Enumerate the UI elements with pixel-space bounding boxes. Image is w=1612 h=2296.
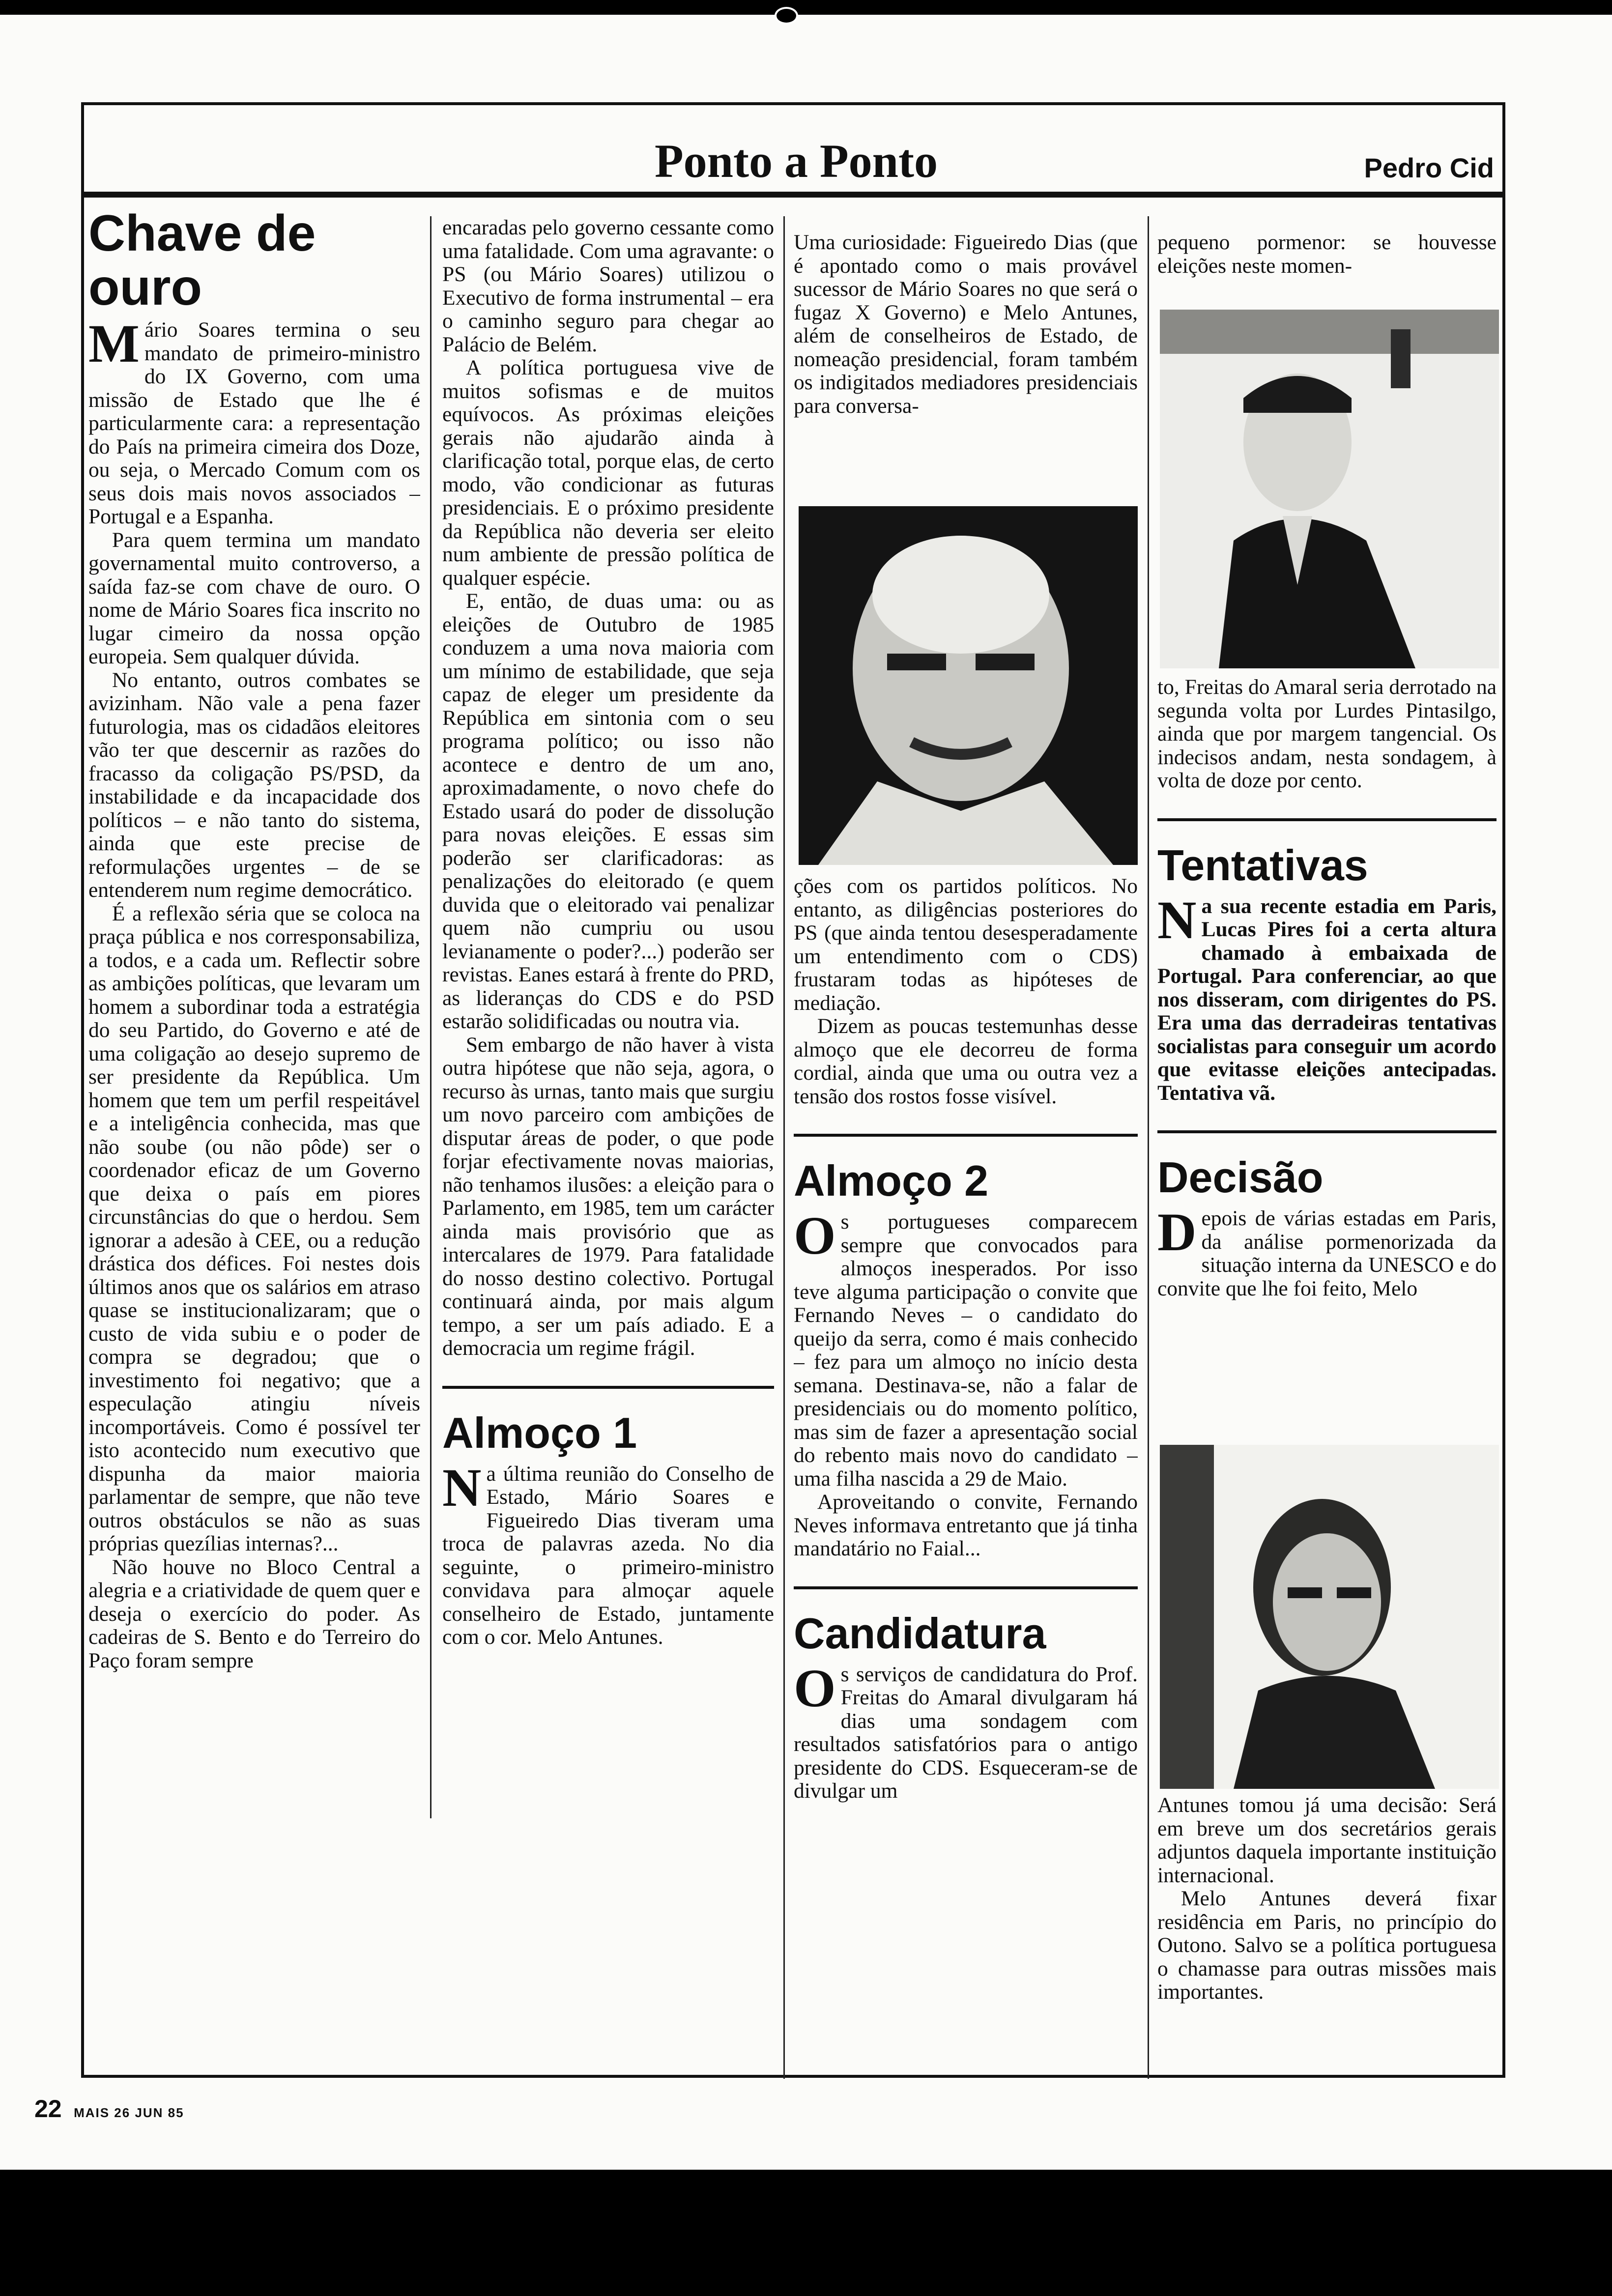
section-rule — [1157, 818, 1497, 821]
author-byline: Pedro Cid — [1364, 152, 1494, 183]
column-2 — [442, 216, 774, 2069]
scan-border-bottom — [0, 2170, 1612, 2296]
article-paragraph: Sem embargo de não haver à vista outra hipótese que não seja, agora, o recurso às urnas, tanto mais que surgiu um novo parceiro com ambições de disputar áreas de poder, o que pode forjar efectivamente novas maiorias, não tenhamos ilusões: a eleição para o Parlamento, em 1985, tem um carácter ainda mais provisório que as intercalares de 1979. Para fatalidade do nosso destino colectivo. Portugal continuará ainda, por mais algum tempo, a ser um país adiado. E a democracia um regime frágil. — [442, 1033, 774, 1360]
column-3 — [794, 875, 1138, 2074]
column-1 — [88, 206, 420, 2074]
article-paragraph: Para quem termina um mandato governamental muito controverso, a saída faz-se com chave de ouro. O nome de Mário Soares fica inscrito no lugar cimeiro da nossa opção europeia. Sem qualquer dúvida. — [88, 528, 420, 668]
article-paragraph: Depois de várias estadas em Paris, da análise pormenorizada da situação interna da UNESCO e do convite que lhe foi feito, Melo — [1157, 1202, 1497, 1300]
article-paragraph: Dizem as poucas testemunhas desse almoço que ele decorreu de forma cordial, ainda que uma ou outra vez a tensão dos rostos fosse visível. — [794, 1014, 1138, 1108]
article-paragraph: encaradas pelo governo cessante como uma fatalidade. Com uma agravante: o PS (ou Mário Soares) utilizou o Executivo de forma instrumental – era o caminho seguro para chegar ao Palácio de Belém. — [442, 216, 774, 356]
man-photo — [1160, 310, 1499, 668]
drop-cap: O — [794, 1658, 836, 1718]
section-rule — [442, 1386, 774, 1389]
column-4-top — [1157, 231, 1497, 310]
article-paragraph: ções com os partidos políticos. No entanto, as diligências posteriores do PS (que ainda tentou desesperadamente um entendimento com o CDS) frustaram todas as hipóteses de mediação. — [794, 875, 1138, 1015]
article-paragraph: No entanto, outros combates se avizinham. Não vale a pena fazer futurologia, mas os cidadãos eleitores vão ter que descernir as razões do fracasso da coligação PS/PSD, da instabilidade e da incapacidade dos políticos – e não tanto do sistema, ainda que este precise de reformulações urgentes – de se entenderem num regime democrático. — [88, 668, 420, 902]
article-paragraph: A política portuguesa vive de muitos sofismas e de muitos equívocos. As próximas eleições gerais não ajudarão ainda à clarificação total, porque elas, de certo modo, vão condicionar as futuras presidenciais. E o próximo presidente da República não deveria ser eleito num ambiente de pressão política de qualquer espécie. — [442, 356, 774, 590]
melo-antunes-photo — [1160, 1445, 1499, 1789]
header-rule — [81, 192, 1505, 198]
section-rule — [794, 1134, 1138, 1137]
page-title: Ponto a Ponto — [655, 135, 938, 187]
drop-cap: N — [1157, 890, 1197, 950]
article-paragraph: Mário Soares termina o seu mandato de primeiro-ministro do IX Governo, com uma missão de Estado que lhe é particularmente cara: a representação do País na primeira cimeira dos Doze, ou seja, o Mercado Comum com os seus dois mais novos associados – Portugal e a Espanha. — [88, 314, 420, 528]
section-heading-almoco-2: Almoço 2 — [794, 1156, 989, 1205]
section-heading-decisao: Decisão — [1157, 1153, 1324, 1202]
article-paragraph: to, Freitas do Amaral seria derrotado na segunda volta por Lurdes Pintasilgo, ainda que por margem tangencial. Os indecisos andam, nesta sondagem, à volta de doze por cento. — [1157, 676, 1497, 792]
drop-cap: D — [1157, 1202, 1197, 1262]
section-heading-chave: Chave de ouro — [88, 206, 316, 316]
section-heading-candidatura: Candidatura — [794, 1608, 1046, 1658]
article-paragraph: É a reflexão séria que se coloca na praça pública e nos corresponsabiliza, a todos, e a cada um. Reflectir sobre as ambições políticas, que levaram um homem a subordinar toda a estratégia do seu Partido, do Governo e até de uma coligação ao desejo supremo de ser presidente da República. Um homem que tem um perfil respeitável e a inteligência conhecida, mas que não soube (ou não pôde) ser o coordenador eficaz de um Governo que deixa o país em piores circunstâncias do que o herdou. Sem ignorar a adesão à CEE, ou a redução drástica dos défices. Foi nestes dois últimos anos que os salários em atraso quase se institucionalizaram; que o custo de vida subiu e o poder de compra se degradou; que o investimento foi negativo; que a especulação atingiu níveis incomportáveis. Como é possível ter isto acontecido num executivo que dispunha da maior maioria parlamentar de sempre, que não teve outros obstáculos se não as suas próprias quezílias internas?... — [88, 901, 420, 1555]
article-paragraph: Uma curiosidade: Figueiredo Dias (que é apontado como o mais provável sucessor de Mário Soares no que será o fugaz X Governo) e Melo Antunes, além de conselheiros de Estado, de nomeação presidencial, foram também os indigitados mediadores presidenciais para conversa- — [794, 231, 1138, 418]
article-paragraph: Antunes tomou já uma decisão: Será em breve um dos secretários gerais adjuntos daquela importante instituição internacional. — [1157, 1794, 1497, 1887]
page-number: 22 — [34, 2095, 62, 2123]
column-divider — [430, 216, 432, 1818]
page-mark-icon — [775, 7, 798, 25]
portrait-photo — [799, 506, 1138, 865]
section-heading-tentativas: Tentativas — [1157, 840, 1368, 890]
column-4-bottom — [1157, 1794, 1497, 2074]
article-paragraph: Os serviços de candidatura do Prof. Freitas do Amaral divulgaram há dias uma sondagem com resultados satisfatórios para o antigo presidente do CDS. Esqueceram-se de divulgar um — [794, 1658, 1138, 1803]
drop-cap: O — [794, 1205, 836, 1265]
issue-line: MAIS 26 JUN 85 — [74, 2105, 184, 2120]
article-paragraph: Na sua recente estadia em Paris, Lucas Pires foi a certa altura chamado à embaixada de Portugal. Para conferenciar, ao que nos disseram, com dirigentes do PS. Era uma das derradeiras tentativas socialistas para conseguir um acordo que evitasse eleições antecipadas. Tentativa vã. — [1157, 890, 1497, 1105]
article-paragraph: Na última reunião do Conselho de Estado, Mário Soares e Figueiredo Dias tiveram uma troca de palavras azeda. No dia seguinte, o primeiro-ministro convidava para almoçar aquele conselheiro de Estado, juntamente com o cor. Melo Antunes. — [442, 1457, 774, 1649]
article-paragraph: Aproveitando o convite, Fernando Neves informava entretanto que já tinha mandatário no Faial... — [794, 1490, 1138, 1560]
scan-border-top — [0, 0, 1612, 15]
drop-cap: M — [88, 314, 140, 373]
article-paragraph: Os portugueses comparecem sempre que convocados para almoços inesperados. Por isso teve alguma participação o convite que Fernando Neves – o candidato do queijo da serra, como é mais conhecido – fez para um almoço no início desta semana. Destinava-se, não a falar de presidenciais ou do momento político, mas sim de fazer a apresentação social do rebento mais novo do candidato – uma filha nascida a 29 de Maio. — [794, 1205, 1138, 1491]
section-heading-almoco-1: Almoço 1 — [442, 1408, 637, 1457]
column-divider — [1148, 216, 1149, 2079]
article-paragraph: E, então, de duas uma: ou as eleições de Outubro de 1985 conduzem a uma nova maioria com um mínimo de estabilidade, que seja capaz de eleger um presidente da República em sintonia com o seu programa político; ou isso não acontece e dentro de um ano, aproximadamente, o novo chefe do Estado usará do poder de dissolução para novas eleições. E essas sim poderão ser clarificadoras: as penalizações do eleitorado (e quem duvida que o eleitorado vai penalizar quem não cumpriu ou usou levianamente o poder?...) poderão ser revistas. Eanes estará à frente do PRD, as lideranças do CDS e do PSD estarão solidificadas ou noutra via. — [442, 589, 774, 1033]
section-rule — [1157, 1130, 1497, 1133]
section-rule — [794, 1586, 1138, 1589]
article-paragraph: Não houve no Bloco Central a alegria e a criatividade de quem quer e deseja o exercício do poder. As cadeiras de S. Bento e do Terreiro do Paço foram sempre — [88, 1555, 420, 1672]
column-divider — [783, 216, 785, 2079]
article-paragraph: pequeno pormenor: se houvesse eleições neste momen- — [1157, 231, 1497, 278]
drop-cap: N — [442, 1457, 482, 1518]
page-footer — [34, 2095, 184, 2123]
column-3-top — [794, 231, 1138, 506]
article-paragraph: Melo Antunes deverá fixar residência em Paris, no princípio do Outono. Salvo se a política portuguesa o chamasse para outras missões mais importantes. — [1157, 1887, 1497, 2004]
